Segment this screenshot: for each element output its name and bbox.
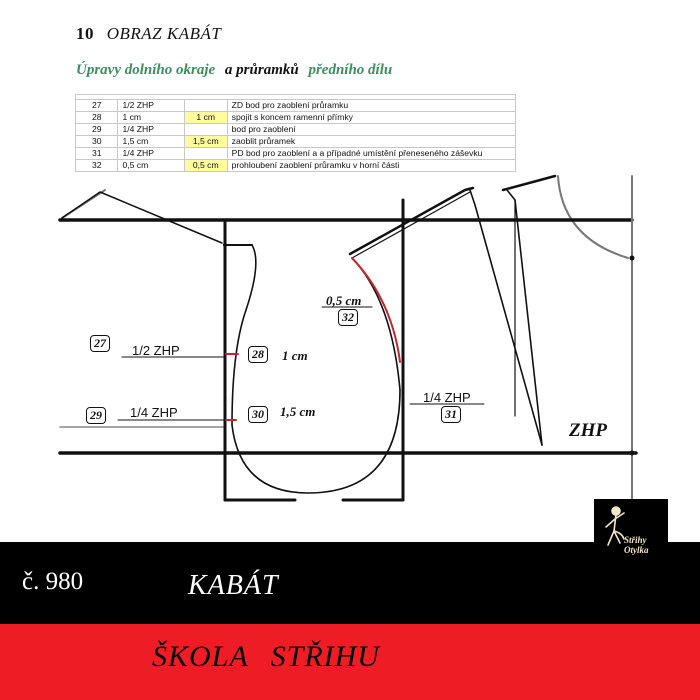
step-description: ZD bod pro zaoblení průramku	[227, 100, 515, 112]
back-armhole-curve	[232, 245, 256, 425]
step-measure: 1/4 ZHP	[118, 124, 184, 136]
callout-31: 31	[441, 406, 461, 423]
callout-28: 28	[248, 346, 268, 363]
label-27: 1/2 ZHP	[132, 343, 180, 358]
lesson-title: OBRAZ KABÁT	[106, 24, 222, 43]
label-30: 1,5 cm	[280, 404, 316, 419]
point-marker	[630, 451, 635, 456]
step-description: PD bod pro zaoblení a a případné umístění přeneseného záševku	[227, 148, 515, 160]
step-measure: 1/4 ZHP	[118, 148, 184, 160]
front-neck-line	[503, 176, 555, 190]
callout-29: 29	[86, 407, 106, 424]
step-description: prohloubení zaoblení průramku v horní části	[227, 160, 515, 172]
dart-right-line	[507, 190, 542, 445]
red-armhole-curve	[352, 258, 400, 362]
step-value: 1 cm	[184, 112, 227, 124]
logo-text	[624, 535, 668, 555]
step-description: zaoblit průramek	[227, 136, 515, 148]
step-measure: 1 cm	[118, 112, 184, 124]
school-title: ŠKOLA STŘIHU	[152, 640, 380, 673]
subtitle-part-1: Úpravy dolního okraje	[76, 62, 216, 78]
front-neck-curve	[558, 176, 628, 258]
lesson-number: 10	[76, 24, 94, 43]
point-marker	[223, 243, 227, 247]
step-measure: 1,5 cm	[118, 136, 184, 148]
label-28: 1 cm	[282, 348, 308, 363]
step-number: 29	[76, 124, 118, 136]
label-zhp: ZHP	[569, 420, 607, 441]
step-description: bod pro zaoblení	[227, 124, 515, 136]
front-shoulder-line-inner	[352, 192, 470, 258]
logo-line-2: Otylka	[624, 545, 649, 555]
brand-logo	[594, 499, 668, 573]
step-value: 0,5 cm	[184, 160, 227, 172]
step-description: spojit s koncem ramenní přímky	[227, 112, 515, 124]
point-marker	[401, 218, 405, 222]
step-measure: 1/2 ZHP	[118, 100, 184, 112]
logo-line-1: Střihy	[624, 535, 647, 545]
step-number: 30	[76, 136, 118, 148]
back-shoulder-line	[62, 192, 222, 243]
step-number: 32	[76, 160, 118, 172]
callout-30: 30	[248, 406, 268, 423]
footer-title: KABÁT	[188, 570, 279, 601]
front-armhole-curve	[352, 258, 400, 390]
step-number: 27	[76, 100, 118, 112]
label-31: 1/4 ZHP	[423, 390, 471, 405]
label-32: 0,5 cm	[326, 293, 362, 308]
subtitle-part-2: a průramků	[224, 62, 299, 78]
dart-left-line	[470, 190, 542, 445]
subtitle-part-3: předního dílu	[308, 62, 393, 78]
step-measure: 0,5 cm	[118, 160, 184, 172]
callout-32: 32	[338, 309, 358, 326]
issue-number: č. 980	[22, 568, 84, 595]
callout-27: 27	[90, 335, 110, 352]
step-number: 28	[76, 112, 118, 124]
point-marker	[630, 256, 635, 261]
step-number: 31	[76, 148, 118, 160]
step-value: 1,5 cm	[184, 136, 227, 148]
label-29: 1/4 ZHP	[130, 405, 178, 420]
